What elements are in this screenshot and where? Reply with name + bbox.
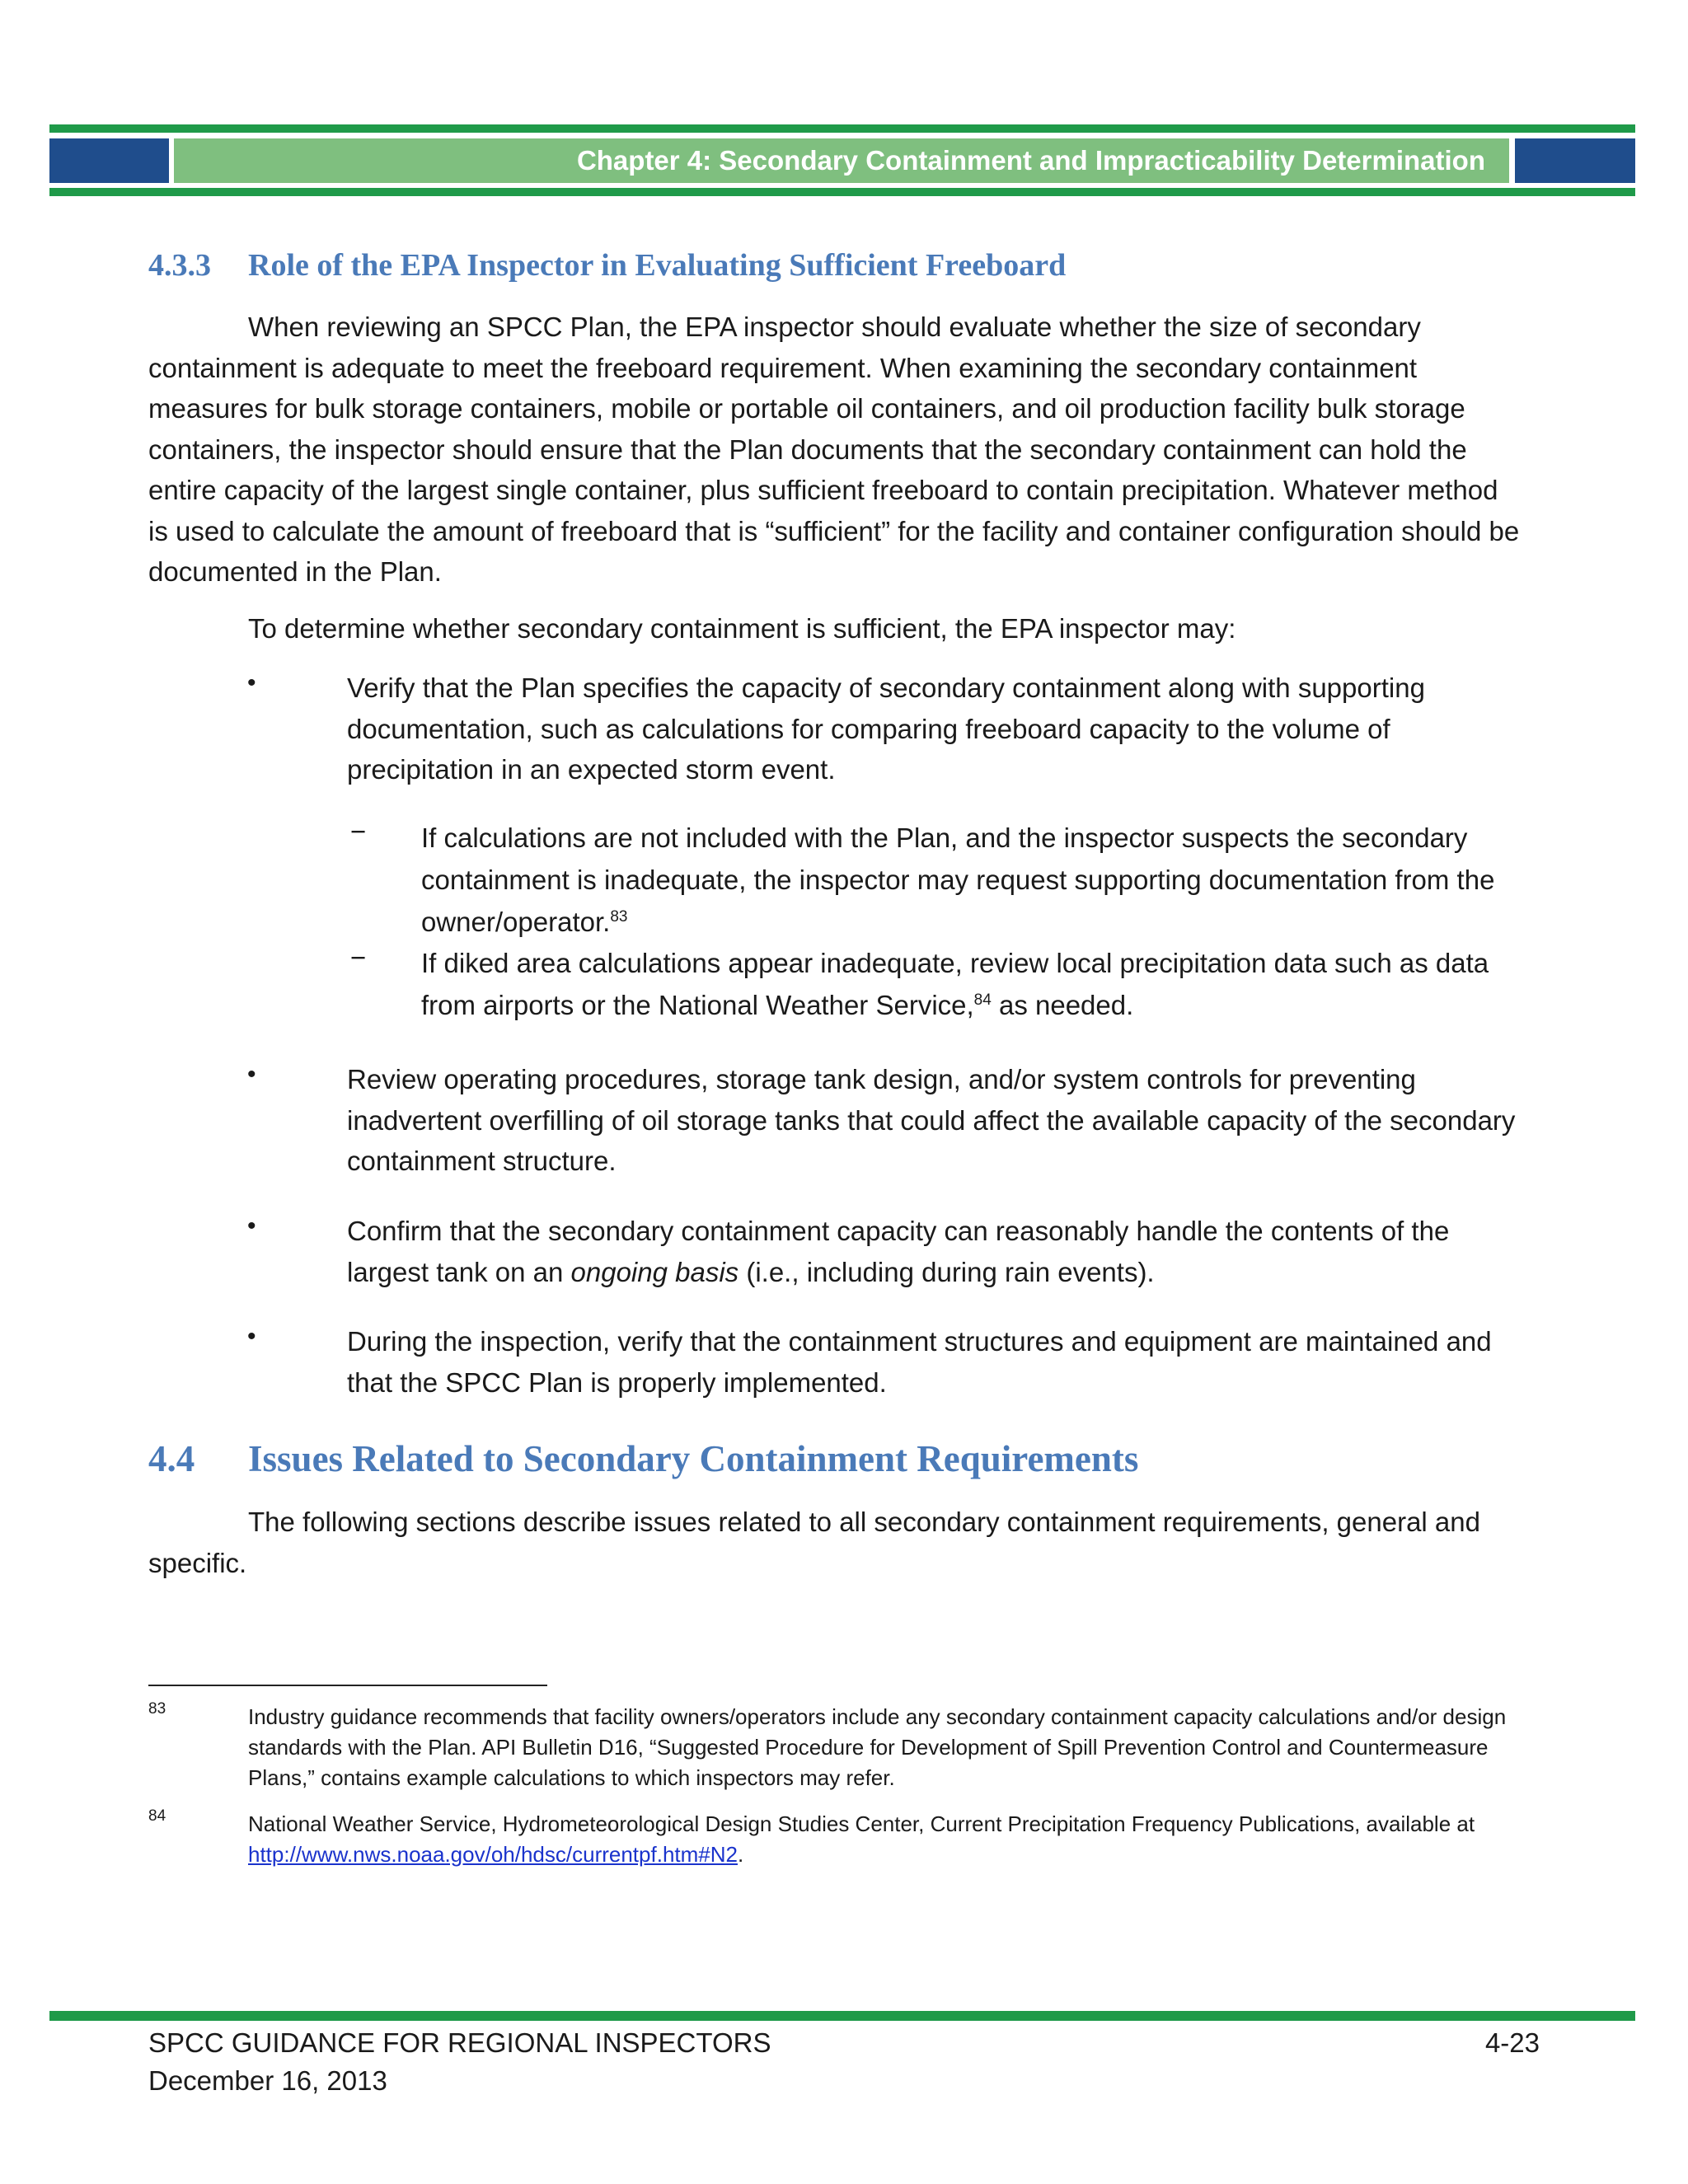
sub-item-2-text: If diked area calculations appear inadequate, review local precipitation data such as data from airports or the National Weather Service, (421, 948, 1489, 1020)
bullet-item-2: Review operating procedures, storage tank design, and/or system controls for preventing inadvertent overfilling of oil storage tanks that could affect the available capacity of the secondary containment structure. (347, 1064, 1516, 1176)
section-heading-4-4 (0, 1437, 1688, 1487)
footer-date: December 16, 2013 (148, 2065, 387, 2096)
footnote-84 (248, 1809, 1534, 1870)
page-number: 4-23 (1484, 2027, 1540, 2058)
footer-rule (49, 2011, 1635, 2021)
footnote-number: 84 (148, 1807, 166, 1825)
dash-icon: − (350, 816, 367, 846)
section-title: Issues Related to Secondary Containment Requirements (248, 1438, 1139, 1479)
bullet-item-1: Verify that the Plan specifies the capacity of secondary containment along with supporting documentation, such as calculations for comparing freeboard capacity to the volume of precipitation in an expected storm event. (347, 673, 1425, 785)
sub-item-2 (421, 942, 1526, 1026)
bullet-item-4: During the inspection, verify that the containment structures and equipment are maintained and that the SPCC Plan is properly implemented. (347, 1326, 1492, 1398)
section-number: 4.3.3 (148, 248, 211, 283)
section-heading-4-3-3 (0, 247, 1688, 288)
footnote-83: Industry guidance recommends that facility owners/operators include any secondary containment capacity calculations and/or design standards with the Plan. API Bulletin D16, “Suggested Procedure for Development of Spill Prevention Control and Countermeasure Plans,” contains example calculations to which inspectors may refer. (248, 1704, 1507, 1790)
footnote-ref-83[interactable]: 83 (610, 908, 628, 926)
bullet-item-3-text: Confirm that the secondary containment capacity can reasonably handle the contents of the largest tank on an (347, 1216, 1450, 1287)
footnote-ref-84[interactable]: 84 (973, 991, 992, 1009)
bullet-icon: • (247, 1323, 256, 1350)
header-right-block (1515, 138, 1635, 183)
bullet-item-3-emphasis: ongoing basis (570, 1256, 739, 1287)
bullet-item-3-tail: (i.e., including during rain events). (738, 1256, 1155, 1287)
dash-icon: − (350, 942, 367, 972)
header-left-block (49, 138, 169, 183)
section-title: Role of the EPA Inspector in Evaluating Sufficient Freeboard (248, 248, 1067, 283)
header-top-rule (49, 124, 1635, 133)
chapter-title: Chapter 4: Secondary Containment and Impracticability Determination (576, 145, 1485, 176)
bullet-icon: • (247, 669, 256, 696)
sub-item-1-text: If calculations are not included with the Plan, and the inspector suspects the secondary containment is inadequate, the inspector may request supporting documentation from the owner/operator. (421, 823, 1495, 937)
sub-item-2-tail: as needed. (991, 990, 1134, 1020)
issues-paragraph: The following sections describe issues related to all secondary containment requirements, general and specific. (148, 1507, 1480, 1578)
footnote-84-tail: . (737, 1842, 744, 1867)
footnote-84-text: National Weather Service, Hydrometeorological Design Studies Center, Current Precipitation Frequency Publications, available at (248, 1811, 1475, 1836)
intro-paragraph: When reviewing an SPCC Plan, the EPA inspector should evaluate whether the size of secondary containment is adequate to meet the freeboard requirement. When examining the secondary containment measures for bulk storage containers, mobile or portable oil containers, and oil production facility bulk storage containers, the inspector should ensure that the Plan documents that the secondary containment can hold the entire capacity of the largest single container, plus sufficient freeboard to contain precipitation. Whatever method is used to calculate the amount of freeboard that is “sufficient” for the facility and container configuration should be documented in the Plan. (148, 312, 1520, 587)
section-number: 4.4 (148, 1438, 195, 1479)
bullet-icon: • (247, 1212, 256, 1240)
bullet-icon: • (247, 1061, 256, 1088)
footnote-separator (148, 1685, 547, 1686)
footnote-number: 83 (148, 1700, 166, 1718)
nws-link[interactable]: http://www.nws.noaa.gov/oh/hdsc/currentpf.htm#N2 (248, 1842, 738, 1867)
determine-paragraph: To determine whether secondary containment is sufficient, the EPA inspector may: (248, 613, 1236, 644)
bullet-item-3 (347, 1211, 1534, 1292)
footer-title: SPCC GUIDANCE FOR REGIONAL INSPECTORS (148, 2027, 771, 2058)
header-bottom-rule (49, 188, 1635, 196)
sub-item-1 (421, 817, 1526, 943)
